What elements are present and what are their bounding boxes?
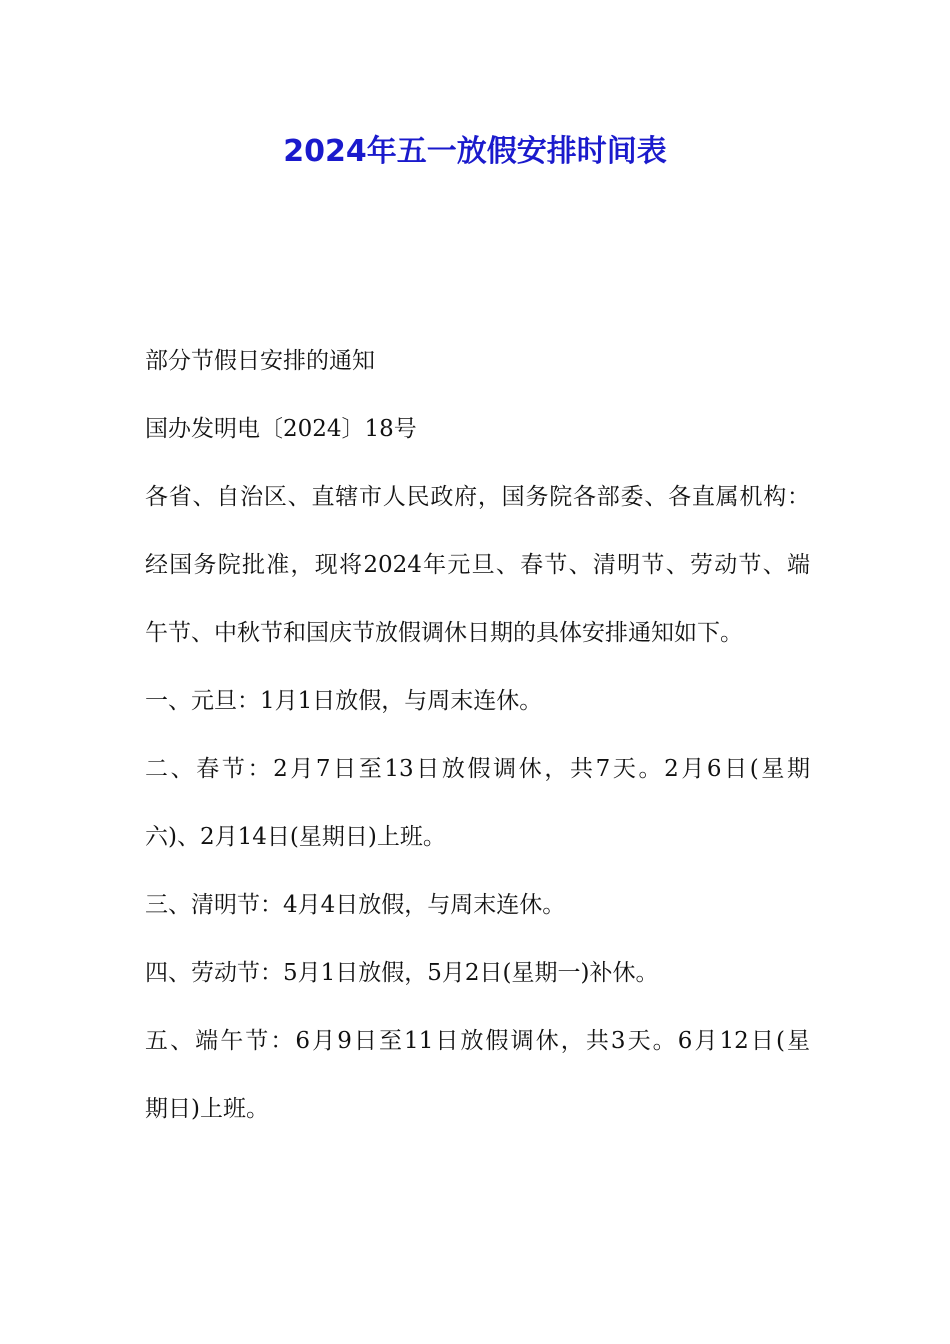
- holiday-item-new-year: 一、元旦：1月1日放假，与周末连休。: [145, 688, 543, 714]
- recipients-line: 各省、自治区、直辖市人民政府，国务院各部委、各直属机构：: [145, 484, 810, 510]
- holiday-item-dragon-boat-cont: 期日)上班。: [145, 1096, 269, 1122]
- holiday-item-labor-day: 四、劳动节：5月1日放假，5月2日(星期一)补休。: [145, 960, 659, 986]
- holiday-item-spring-festival: 二、春节：2月7日至13日放假调休，共7天。2月6日(星期: [145, 756, 810, 782]
- paragraph-line: 经国务院批准，现将2024年元旦、春节、清明节、劳动节、端: [145, 552, 810, 578]
- paragraph-line: 午节、中秋节和国庆节放假调休日期的具体安排通知如下。: [145, 620, 743, 646]
- holiday-item-dragon-boat: 五、端午节：6月9日至11日放假调休，共3天。6月12日(星: [145, 1028, 810, 1054]
- notice-heading: 部分节假日安排的通知: [145, 348, 375, 374]
- document-body: [145, 335, 810, 1151]
- document-title: 2024年五一放假安排时间表: [283, 134, 667, 169]
- document-number: 国办发明电〔2024〕18号: [145, 416, 417, 442]
- holiday-item-spring-festival-cont: 六)、2月14日(星期日)上班。: [145, 824, 446, 850]
- holiday-item-qingming: 三、清明节：4月4日放假，与周末连休。: [145, 892, 566, 918]
